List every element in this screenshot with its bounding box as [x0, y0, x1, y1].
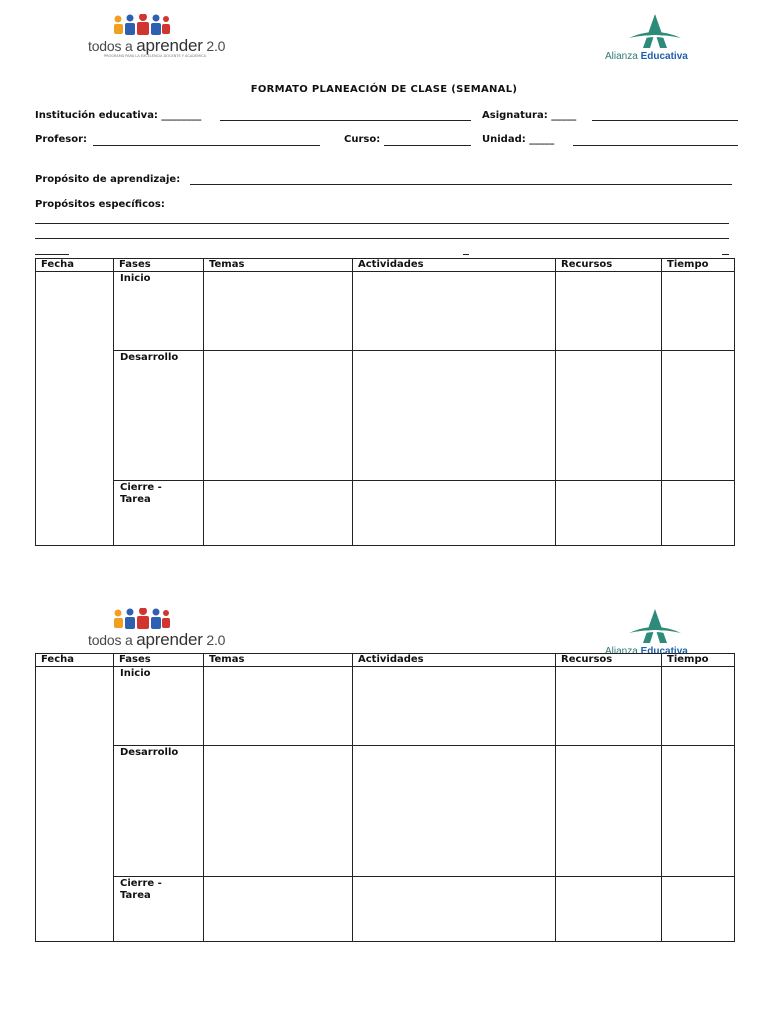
actividades-cell[interactable] — [353, 746, 556, 877]
curso-line[interactable] — [384, 145, 471, 146]
temas-cell[interactable] — [204, 272, 353, 351]
phase-desarrollo: Desarrollo — [114, 746, 204, 877]
recursos-cell[interactable] — [556, 272, 662, 351]
col-actividades-header: Actividades — [353, 654, 556, 667]
actividades-cell[interactable] — [353, 351, 556, 481]
phase-inicio: Inicio — [114, 667, 204, 746]
asignatura-label: Asignatura: _____ — [482, 110, 577, 121]
proposito-line[interactable] — [190, 184, 732, 185]
recursos-cell[interactable] — [556, 746, 662, 877]
unidad-line[interactable] — [573, 145, 738, 146]
table-header-row — [36, 654, 735, 667]
tiempo-cell[interactable] — [662, 272, 735, 351]
propositos-line-3c[interactable] — [722, 254, 729, 255]
table-row-desarrollo — [36, 746, 735, 877]
tiempo-cell[interactable] — [662, 351, 735, 481]
actividades-cell[interactable] — [353, 481, 556, 546]
recursos-cell[interactable] — [556, 481, 662, 546]
col-recursos-header: Recursos — [556, 654, 662, 667]
temas-cell[interactable] — [204, 746, 353, 877]
institucion-label: Institución educativa: ________ — [35, 110, 202, 121]
col-temas-header: Temas — [204, 654, 353, 667]
propositos-line-3b[interactable] — [463, 254, 469, 255]
proposito-label: Propósito de aprendizaje: — [35, 174, 181, 185]
profesor-label: Profesor: — [35, 134, 88, 145]
col-fases-header: Fases — [114, 259, 204, 272]
col-tiempo-header: Tiempo — [662, 654, 735, 667]
page-title: FORMATO PLANEACIÓN DE CLASE (SEMANAL) — [250, 84, 518, 95]
planning-table-2 — [35, 653, 735, 942]
col-actividades-header: Actividades — [353, 259, 556, 272]
fecha-cell[interactable] — [36, 667, 114, 942]
actividades-cell[interactable] — [353, 877, 556, 942]
phase-cierre: Cierre - Tarea — [114, 481, 204, 546]
propositos-line-2[interactable] — [35, 238, 729, 239]
table-row-inicio — [36, 272, 735, 351]
todos-a-aprender-logo — [88, 608, 226, 656]
alianza-educativa-logo — [605, 607, 705, 657]
asignatura-line[interactable] — [592, 120, 738, 121]
temas-cell[interactable] — [204, 481, 353, 546]
phase-inicio: Inicio — [114, 272, 204, 351]
logo-ae-text: Alianza Educativa — [605, 51, 688, 62]
alianza-educativa-logo — [605, 12, 705, 62]
recursos-cell[interactable] — [556, 877, 662, 942]
temas-cell[interactable] — [204, 667, 353, 746]
fecha-cell[interactable] — [36, 272, 114, 546]
col-fases-header: Fases — [114, 654, 204, 667]
alianza-a-icon — [625, 12, 685, 50]
todos-a-aprender-logo — [88, 14, 226, 62]
temas-cell[interactable] — [204, 877, 353, 942]
phase-cierre: Cierre - Tarea — [114, 877, 204, 942]
table-row-cierre — [36, 481, 735, 546]
propositos-line-1[interactable] — [35, 223, 729, 224]
logo-tagline: PROGRAMA PARA LA EXCELENCIA DOCENTE Y ACADÉMICA — [104, 54, 207, 58]
tiempo-cell[interactable] — [662, 667, 735, 746]
propositos-line-3a[interactable] — [35, 254, 69, 255]
unidad-label: Unidad: _____ — [482, 134, 555, 145]
tiempo-cell[interactable] — [662, 746, 735, 877]
propositos-especificos-label: Propósitos específicos: — [35, 199, 165, 210]
col-recursos-header: Recursos — [556, 259, 662, 272]
col-fecha-header: Fecha — [36, 654, 114, 667]
table-header-row — [36, 259, 735, 272]
logo-brand-text: todos a aprender 2.0 — [88, 36, 226, 55]
temas-cell[interactable] — [204, 351, 353, 481]
logo-ae-text: Alianza Educativa — [605, 646, 688, 657]
actividades-cell[interactable] — [353, 667, 556, 746]
recursos-cell[interactable] — [556, 667, 662, 746]
institucion-line[interactable] — [220, 120, 471, 121]
logo-brand-text: todos a aprender 2.0 — [88, 630, 226, 649]
tiempo-cell[interactable] — [662, 481, 735, 546]
actividades-cell[interactable] — [353, 272, 556, 351]
alianza-a-icon — [625, 607, 685, 645]
curso-label: Curso: — [344, 134, 381, 145]
profesor-line[interactable] — [93, 145, 320, 146]
planning-table-1 — [35, 258, 735, 546]
table-row-desarrollo — [36, 351, 735, 481]
phase-desarrollo: Desarrollo — [114, 351, 204, 481]
table-row-cierre — [36, 877, 735, 942]
recursos-cell[interactable] — [556, 351, 662, 481]
table-row-inicio — [36, 667, 735, 746]
tiempo-cell[interactable] — [662, 877, 735, 942]
col-fecha-header: Fecha — [36, 259, 114, 272]
col-temas-header: Temas — [204, 259, 353, 272]
col-tiempo-header: Tiempo — [662, 259, 735, 272]
